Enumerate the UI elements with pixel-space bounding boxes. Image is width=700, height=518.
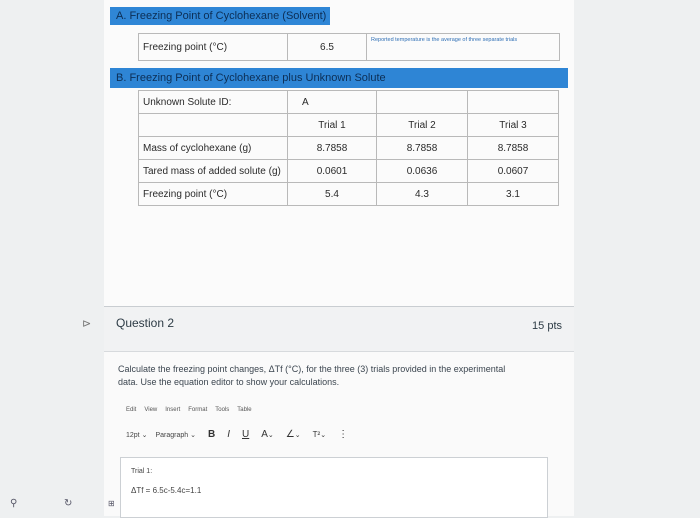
highlight-button[interactable]: [286, 429, 301, 440]
table-row: [139, 137, 559, 160]
answer-editor[interactable]: [120, 457, 548, 518]
empty-cell: [377, 91, 468, 114]
menu-edit[interactable]: Edit: [126, 407, 137, 413]
italic-button[interactable]: I: [227, 429, 230, 440]
block-format-value: Paragraph: [155, 431, 189, 439]
menu-insert[interactable]: Insert: [165, 407, 181, 413]
section-b-title: B. Freezing Point of Cyclohexane plus Unknown Solute: [116, 72, 386, 84]
question-points: 15 pts: [532, 320, 562, 332]
highlight-icon: ∠: [285, 429, 295, 440]
bold-button[interactable]: B: [207, 429, 216, 440]
cell-value: 8.7858: [468, 137, 559, 160]
superscript-icon: T²: [312, 430, 321, 439]
menu-format[interactable]: Format: [188, 407, 208, 413]
unknown-solute-value: A: [288, 91, 377, 114]
section-b-header: [110, 68, 568, 88]
solvent-table: [138, 33, 560, 61]
chevron-down-icon: ⌄: [294, 432, 301, 439]
chevron-down-icon: ⌄: [267, 432, 274, 439]
question-prompt: [118, 363, 568, 389]
average-note: Reported temperature is the average of three separate trials: [367, 34, 560, 61]
cell-value: 5.4: [288, 183, 377, 206]
question-text-line: data. Use the equation editor to show your calculations.: [118, 377, 340, 387]
answer-equation: ΔTf = 6.5c-5.4c=1.1: [131, 486, 202, 495]
row-label: Tared mass of added solute (g): [139, 160, 288, 183]
question-card: [82, 306, 574, 516]
editor-menubar: [126, 407, 252, 413]
menu-tools[interactable]: Tools: [215, 407, 230, 413]
trial-header: Trial 2: [377, 114, 468, 137]
section-a-title: A. Freezing Point of Cyclohexane (Solvent): [116, 10, 327, 22]
chevron-down-icon: ⌄: [141, 431, 148, 439]
search-icon[interactable]: ⚲: [10, 498, 18, 509]
cell-value: 0.0601: [288, 160, 377, 183]
font-size-value: 12pt: [126, 431, 140, 439]
question-text-line: Calculate the freezing point changes, ΔTf (°C), for the three (3) trials provided in the experimental: [118, 364, 506, 374]
superscript-button[interactable]: [313, 430, 326, 439]
cell-value: 0.0636: [377, 160, 468, 183]
cell-value: 0.0607: [468, 160, 559, 183]
row-label: Mass of cyclohexane (g): [139, 137, 288, 160]
solution-table: [138, 90, 559, 206]
answer-line: Trial 1:: [131, 468, 153, 475]
table-icon[interactable]: ⊞: [108, 499, 115, 508]
text-color-button[interactable]: [261, 429, 274, 440]
chevron-down-icon: ⌄: [190, 431, 196, 439]
cell-value: 4.3: [377, 183, 468, 206]
empty-cell: [139, 114, 288, 137]
editor-toolbar: [126, 429, 360, 440]
trial-header: Trial 1: [288, 114, 377, 137]
menu-view[interactable]: View: [144, 407, 158, 413]
chevron-down-icon: ⌄: [320, 432, 327, 439]
question-title: Question 2: [116, 316, 175, 330]
cell-value: 8.7858: [377, 137, 468, 160]
section-a-header: [110, 7, 330, 25]
refresh-icon[interactable]: ↻: [64, 498, 73, 509]
cell-value: 3.1: [468, 183, 559, 206]
underline-button[interactable]: U: [242, 429, 250, 440]
question-header: [104, 307, 574, 352]
empty-cell: [468, 91, 559, 114]
menu-table[interactable]: Table: [237, 407, 252, 413]
flag-icon[interactable]: ⊳: [82, 318, 92, 330]
font-size-select[interactable]: [126, 431, 147, 439]
block-format-select[interactable]: [155, 431, 196, 439]
freezing-point-value: 6.5: [288, 34, 367, 61]
freezing-point-label: Freezing point (°C): [139, 34, 288, 61]
table-row: [139, 160, 559, 183]
unknown-solute-label: Unknown Solute ID:: [139, 91, 288, 114]
cell-value: 8.7858: [288, 137, 377, 160]
trial-header: Trial 3: [468, 114, 559, 137]
more-icon[interactable]: ⋮: [338, 429, 349, 440]
table-row: [139, 183, 559, 206]
row-label: Freezing point (°C): [139, 183, 288, 206]
text-color-icon: A: [261, 429, 268, 440]
